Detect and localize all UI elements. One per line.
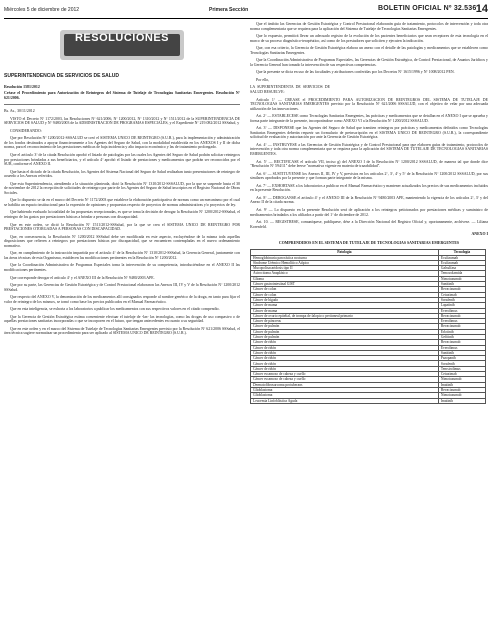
paragraph: Que lo dispuesto se da en el marco del Decreto Nº 1172/2003 que establece la elaboración participativa de normas como un mecanismo por el cual se habilita un espacio institucional para la expresión de opiniones y propuestas respecto de proyectos de normas administrativas y/o proyectos de ley. — [4, 198, 240, 207]
technology-cell: Nimotuzumab — [438, 393, 485, 398]
paragraph: Art. 3º — DISPONESE que los Agentes del Seguro de Salud que tramiten reintegros por prácticas y medicamentos definidos como Tecnologías Sanitarias Emergentes deberán requerir un formulario de preinscripción en el SISTEMA UNICO DE REINTEGRO (S.U.R.), la correspondiente solicitud de evaluación y autorización por ante la Gerencia de Gestión Estratégica. — [250, 126, 488, 140]
paragraph: Que la Coordinación Administrativa de Programas Especiales, las Gerencias de Gestión Estratégica, de Control Prestacional, de Asuntos Jurídicos y la Gerencia General han tomado la intervención de sus respectivas competencias. — [250, 58, 488, 67]
pathology-cell: Dermatofibrosarcoma protuberans — [251, 382, 439, 387]
pathology-cell: Cáncer gastrointestinal GIST — [251, 282, 439, 287]
technology-cell: Imatinib — [438, 382, 485, 387]
technology-cell: Lapatinib — [438, 303, 485, 308]
publication-title: BOLETIN OFICIAL Nº 32.536 — [378, 5, 477, 12]
pathology-cell: Cáncer de riñón — [251, 366, 439, 371]
paragraph: Que esta Superintendencia, atendiendo a la situación planteada, dictó la Resolución Nº 1310/2012-SSSALUD, por la que se suspende hasta el 30 de noviembre de 2012 la recepción de solicitudes de reintegro por parte de los Agentes del Seguro de Salud inscriptos en el Registro Nacional de Obras Sociales. — [4, 181, 240, 195]
paragraph: Que la Gerencia de Gestión Estratégica estima conveniente efectuar el tutelaje de -las- las tecnologías, como las drogas de uso compasivo o de aquellas prestaciones sanitarias incorporadas o que se incorporen en el futuro, que tengan antecedentes en cuanto a su seguridad. — [4, 314, 240, 324]
pathology-cell: Cáncer de riñón — [251, 350, 439, 355]
pathology-cell: Cáncer de pulmón — [251, 334, 439, 339]
technology-cell: Sorafenib — [438, 361, 485, 366]
paragraph: Por ello, — [256, 77, 270, 82]
paragraph: Art. 4º — INSTRUYESE a las Gerencias de Gestión Estratégica y de Control Prestacional para que elaboren guías de tratamiento, protocolos de intervención y toda otra norma complementaria que se requiera para la aplicación del SISTEMA DE TUTELAJE DE TECNOLOGIAS SANITARIAS EMERGENTES. — [250, 142, 488, 157]
column-header-technology: Tecnología — [438, 250, 485, 255]
pathology-cell: Cáncer de páncreas — [251, 319, 439, 324]
paragraph: Art. 8º — DEROGANSE el artículo 4º y el ANEXO III de la Resolución Nº 9480/2003 APE, manteniendo la vigencia de los artículos 2º, 3º y del Anexo II de la citada norma. — [250, 195, 488, 205]
pathology-cell: Cáncer de pulmón — [251, 329, 439, 334]
technology-cell: Nimotuzumab — [438, 377, 485, 382]
technology-cell: Sorafenib — [438, 297, 485, 302]
paragraph: Que hasta el dictado de la citada Resolución, los Agentes del Sistema Nacional del Seguro de Salud realizaban tanto presentaciones de reintegro de acuerdo a los Anexos referidos. — [4, 169, 240, 179]
technology-cell: Cetuximab — [438, 292, 485, 297]
pathology-cell: Cáncer de riñón — [251, 361, 439, 366]
technology-cell: Galsulfasa — [438, 266, 485, 271]
technology-cell: Sunitinib — [438, 350, 485, 355]
technology-cell: Temsirolimus — [438, 366, 485, 371]
paragraph: Art. 10. — REGISTRESE, comuníquese, publíquese, dése a la Dirección Nacional del Registro Oficial y, oportunamente, archívese. — Liliana Korenfeld. — [250, 220, 488, 229]
paragraph: Que en este orden y en el marco del Sistema de Tutelaje de Tecnologías Sanitarias Emergentes previsto por la Resolución Nº 621/2006 SSSalud, el área técnica sugiere normatizar un procedimiento para ser aplicado al SISTEMA UNICO DE REINTEGRO (S.U.R.). — [4, 326, 240, 336]
annex-label: ANEXO I — [471, 232, 488, 237]
technology-cell: Cetuximab — [438, 372, 485, 377]
paragraph: Que por su parte, las Gerencias de Gestión Estratégica y de Control Prestacional elaboraron las Anexos III, IV y V de la Resolución Nº 1200/2012 SSSalud. — [4, 283, 240, 292]
technology-table — [250, 249, 486, 404]
resoluciones-banner — [60, 30, 184, 60]
left-body — [4, 117, 240, 336]
section-label: Primera Sección — [209, 7, 249, 13]
column-header-pathology: Patología — [251, 250, 439, 255]
technology-cell: Eculizumab — [438, 260, 485, 265]
technology-cell: Temozolamida — [438, 271, 485, 276]
pathology-cell: Cáncer de colon — [251, 287, 439, 292]
pathology-cell: Síndrome Urémico Hemolítico Atípico — [251, 260, 439, 265]
resolution-summary: Créase el Procedimiento para Autorización de Reintegros del Sistema de Tutelaje de Tecnologías Sanitarias Emergentes. Resolución Nº 621/2006. — [4, 91, 240, 100]
right-body — [250, 22, 488, 82]
divider — [4, 104, 240, 105]
technology-cell: Bevacizumab — [438, 387, 485, 392]
paragraph: Art. 9º — Lo dispuesto en la presente Resolución será de aplicación a los reintegros peticionados por prestaciones médicas y suministro de medicamentos brindados a los afiliados a partir del 1º de diciembre de 2012. — [250, 207, 488, 217]
pathology-cell: Cáncer de colon — [251, 292, 439, 297]
paragraph: Que la Coordinación Administrativa de Programas Especiales toma la intervención de su competencia, introduciéndose en el ANEXO II las modificaciones pertinentes. — [4, 263, 240, 272]
pathology-cell: Glioblastoma — [251, 393, 439, 398]
banner-title: RESOLUCIONES — [74, 32, 169, 44]
pathology-cell: Hemoglobinuria paroxística nocturna — [251, 255, 439, 260]
technology-cell: Pazopanib — [438, 356, 485, 361]
place-date: Bs. As., 30/11/2012 — [4, 109, 35, 114]
resolution-number: Resolución 1581/2012 — [4, 84, 40, 89]
page-header — [4, 4, 488, 19]
paragraph: Que, en consecuencia, la Resolución Nº 1200/2012 SSSalud debe ser modificada en este aspecto, excluyéndose de la misma toda aquellas disposiciones que refieren a reintegros por prestaciones básicas por discapacidad, que se encuentren contempladas en el nuevo ordenamiento normativo. — [4, 234, 240, 248]
pathology-cell: Cáncer escamoso de cabeza y cuello — [251, 372, 439, 377]
pathology-cell: Cáncer de ovario epitelial, de trompa de falopio o peritoneal primario — [251, 313, 439, 318]
paragraph: Que el ámbito las Gerencias de Gestión Estratégica y Control Prestacional elaborarán guía de tratamiento, protocolos de intervención y toda otra norma complementaria que se requiera para la aplicación del Sistema de Tutelaje de Tecnologías Sanitarias Emergentes. — [250, 22, 488, 31]
pathology-cell: Glioblastoma — [251, 387, 439, 392]
paragraph: Que la presente se dicta en uso de las facultades y atribuciones conferidas por los Decretos Nº 1615/1996 y Nº 1008/2012 PEN. — [256, 70, 455, 75]
paragraph: CONSIDERANDO: — [10, 128, 42, 133]
technology-cell: Imatinib — [438, 398, 485, 403]
paragraph: Que por Resolución Nº 1200/2012-SSSALUD se creó el SISTEMA UNICO DE REINTEGRO (S.U.R.), para la implementación y administración de los fondos destinados a apoyar financieramente a los Agentes del Seguro de Salud, con la modalidad establecida en los ANEXOS I y II de dicha norma, para el reconocimiento de las prestaciones médicas de baja incidencia y alto impacto económico y las de tratamiento prolongado. — [4, 136, 240, 150]
technology-cell: Bevacizumab — [438, 324, 485, 329]
authority-line: LA SUPERINTENDENTA DE SERVICIOS DE SALUD RESUELVE: — [250, 85, 330, 95]
paragraph: Que lo expuesto, permitirá llevar un adecuado registro de la evolución de los pacientes beneficiarios que sean receptores de esta tecnología en el marco de su proceso diagnóstico-terapéutico, así como de los prestadores que soliciten y ejecuten la indicación. — [250, 34, 488, 43]
technology-cell: Nimotuzumab — [438, 276, 485, 281]
technology-cell: Everolimus — [438, 308, 485, 313]
technology-cell: Eculizumab — [438, 255, 485, 260]
technology-cell: Erlotinib — [438, 329, 485, 334]
table-row — [251, 398, 486, 403]
annex-title: COMPRENDIDOS EN EL SISTEMA DE TUTELAJE DE TECNOLOGIAS SANITARIAS EMERGENTES — [278, 240, 460, 245]
paragraph: Art. 5º — RECTIFICASE el artículo VII, inciso g) del ANEXO I de la Resolución Nº 1200/2012 SSSALUD, de manera tal que donde dice "Resolución Nº 594/11" debe leerse "normativa vigente en materia de trazabilidad". — [250, 159, 488, 169]
paragraph: Que, en cumplimiento de la instrucción impartida por el artículo 4º de la Resolución Nº 1310/2012-SSSalud, la Gerencia General, juntamente con las áreas técnicas de esta Organismo, establecen las modificaciones pertinentes en la Resolución Nº 1200/2012. — [4, 251, 240, 260]
pathology-cell: Cáncer de riñón — [251, 340, 439, 345]
paragraph: VISTO el Decreto Nº 1172/2003, las Resoluciones Nº 621/2006, Nº 1200/2012, Nº 1310/2012 y Nº 1511/2012 de la SUPERINTENDENCIA DE SERVICIOS DE SALUD y Nº 9480/2003 de la ADMINISTRACION DE PROGRAMAS ESPECIALES, y el Expediente Nº 219.082/2012 SSSalud, y — [4, 116, 240, 126]
paragraph: Art. 6º — SUSTITUYENSE los Anexos II, III, IV y V, previstos en los artículos 2º, 3º, 4º y 5º de la Resolución Nº 1200/2012 SSSALUD, por sus similares aprobados por la presente y que forman parte integrante de la misma. — [250, 171, 488, 181]
paragraph: Que el artículo 3º de la citada Resolución aprobó el listado de patologías por las cuales los Agentes del Seguro de Salud podrán solicitar reintegros por prestaciones brindadas a sus beneficiarios, y el artículo 4º aprobó el listado de prestaciones y medicamentos que podrán ser reconocidos por el SUR, conforme el ANEXO II. — [4, 153, 240, 167]
technology-cell: Bevacizumab — [438, 287, 485, 292]
pathology-cell: Cáncer de mama — [251, 308, 439, 313]
right-column — [250, 22, 488, 404]
technology-cell: Bevacizumab — [438, 340, 485, 345]
paragraph: Artículo 1º — CREASE el PROCEDIMIENTO PARA AUTORIZACION DE REINTEGROS DEL SISTEMA DE TUTELAJE DE TECNOLOGIAS SANITARIAS EMERGENTES previsto por la Resolución Nº 621/2006 SSSALUD, con el objetivo de velar por una adecuada utilización de las innovaciones. — [250, 97, 488, 111]
paragraph: Que habiendo evaluado la totalidad de las propuestas recepcionadas, es que se toma la decisión de derogar la Resolución Nº 1200/2012-SSSalud, el reintegro de los gastos por prestaciones básicas a brindar a personas con discapacidad. — [4, 210, 240, 220]
technology-cell: Everolimus — [438, 345, 485, 350]
paragraph: Art. 7º — EXHORTASE a los laboratorios a publicar en el Manual Farmacéutico y mantener actualizados los precios de sus medicamentos incluidos en la presente Resolución. — [250, 183, 488, 193]
paragraph: Que respecto del ANEXO V, la denominación de los medicamentos allí consignados responde al nombre genérico de la droga, en tanto para fijar el valor de reintegro de los mismos, se tomó como base los precios publicados en el Manual Farmacéutico. — [4, 295, 240, 304]
agency-heading: SUPERINTENDENCIA DE SERVICIOS DE SALUD — [4, 73, 120, 79]
pathology-cell: Cáncer de riñón — [251, 356, 439, 361]
technology-cell: Everolimus — [438, 319, 485, 324]
paragraph: Que corresponde derogar el artículo 4º y el ANEXO III de la Resolución Nº 9480/2003 APE. — [10, 275, 155, 280]
pathology-cell: Astrocitoma Anaplásico — [251, 271, 439, 276]
pathology-cell: Cáncer de pulmón — [251, 324, 439, 329]
pathology-cell: Mucopolisacaridosis tipo II — [251, 266, 439, 271]
paragraph: Que en esta inteligencia, se exhorta a los laboratorios a publicar los medicamentos con sus respectivos valores en el citado compendio. — [10, 307, 220, 312]
pathology-cell: Glioma — [251, 276, 439, 281]
left-column — [4, 22, 240, 339]
paragraph: Art. 2º — ESTABLECESE como Tecnologías Sanitarias Emergentes, las prácticas y medicamentos que se detallan en el ANEXO I que se aprueba y forma parte integrante de la presente, incorporándose como ANEXO VI a la Resolución Nº 1200/2012 SSSALUD. — [250, 114, 488, 123]
pathology-cell: Cáncer de riñón — [251, 345, 439, 350]
pathology-cell: Cáncer escamoso de cabeza y cuello — [251, 377, 439, 382]
technology-cell: Bevacizumab — [438, 313, 485, 318]
issue-date: Miércoles 5 de diciembre de 2012 — [4, 7, 80, 13]
articles-list — [250, 98, 488, 230]
technology-cell: Gefitinib — [438, 334, 485, 339]
pathology-cell: Cáncer de hígado — [251, 297, 439, 302]
pathology-cell: Cáncer de mama — [251, 303, 439, 308]
technology-cell: Sunitinib — [438, 282, 485, 287]
paragraph: Que, con esa criterio, la Gerencia de Gestión Estratégica elabora un anexo con el detalle de las patologías y medicamentos que se establecen como Tecnologías Sanitarias Emergentes. — [250, 46, 488, 55]
page-number: 14 — [475, 3, 488, 15]
paragraph: Que en este orden, se dictó la Resolución Nº 1511/2012-SSSalud, por la que se crea el SISTEMA UNICO DE REINTEGRO POR PRESTACIONES OTORGADAS A PERSONAS CON DISCAPACIDAD. — [4, 222, 240, 232]
pathology-cell: Leucemia Linfoblástica Aguda — [251, 398, 439, 403]
